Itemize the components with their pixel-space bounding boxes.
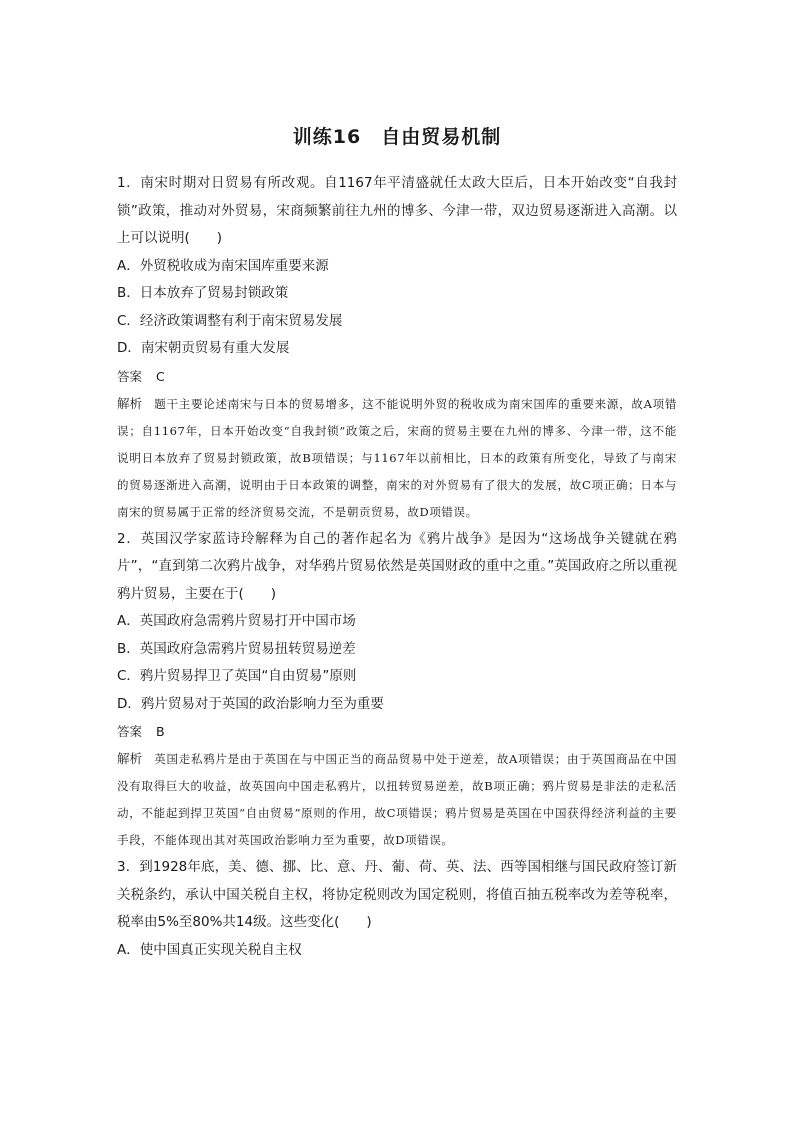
answer-label: 答案 <box>117 368 143 384</box>
question-list <box>117 170 677 964</box>
question-3 <box>117 854 677 964</box>
analysis-label: 解析 <box>117 751 143 766</box>
question-stem: 1．南宋时期对日贸易有所改观。自1167年平清盛就任太政大臣后，日本开始改变“自我封锁”政策，推动对外贸易，宋商频繁前往九州的博多、今津一带，双边贸易逐渐进入高潮。以上可以说明( ) <box>117 175 677 246</box>
question-stem: 3．到1928年底，美、德、挪、比、意、丹、葡、荷、英、法、西等国相继与国民政府签订新关税条约，承认中国关税自主权，将协定税则改为国定税则，将值百抽五税率改为差等税率，税率由5%至80%共14级。这些变化( ) <box>117 859 677 930</box>
option-d: D．南宋朝贡贸易有重大发展 <box>117 340 290 356</box>
analysis-paragraph <box>117 745 677 854</box>
analysis-text: 题干主要论述南宋与日本的贸易增多，这不能说明外贸的税收成为南宋国库的重要来源，故A项错误；自1167年，日本开始改变“自我封锁”政策之后，宋商的贸易主要在九州的博多、今津一带，这不能说明日本放弃了贸易封锁政策，故B项错误；与1167年以前相比，日本的政策有所变化，导致了与南宋的贸易逐渐进入高潮，说明由于日本政策的调整，南宋的对外贸易有了很大的发展，故C项正确；日本与南宋的贸易属于正常的经济贸易交流，不是朝贡贸易，故D项错误。 <box>117 396 677 519</box>
analysis-paragraph <box>117 390 677 526</box>
question-1 <box>117 170 677 526</box>
option-a: A．英国政府急需鸦片贸易打开中国市场 <box>117 613 356 629</box>
option-c: C．经济政策调整有利于南宋贸易发展 <box>117 312 343 329</box>
answer-value: B <box>156 724 165 739</box>
option-a: A．外贸税收成为南宋国库重要来源 <box>117 257 329 274</box>
answer-line <box>117 363 677 390</box>
answer-label: 答案 <box>117 724 143 739</box>
page-title: 训练16 自由贸易机制 <box>292 126 502 148</box>
option-c: C．鸦片贸易捍卫了英国“自由贸易”原则 <box>117 668 357 684</box>
option-a: A．使中国真正实现关税自主权 <box>117 941 302 958</box>
answer-value: C <box>156 368 165 384</box>
option-d: D．鸦片贸易对于英国的政治影响力至为重要 <box>117 695 384 712</box>
question-stem: 2．英国汉学家蓝诗玲解释为自己的著作起名为《鸦片战争》是因为“这场战争关键就在鸦片”，“直到第二次鸦片战争，对华鸦片贸易依然是英国财政的重中之重。”英国政府之所以重视鸦片贸易，主要在于( ) <box>117 530 677 602</box>
option-b: B．英国政府急需鸦片贸易扭转贸易逆差 <box>117 640 356 657</box>
analysis-text: 英国走私鸦片是由于英国在与中国正当的商品贸易中处于逆差，故A项错误；由于英国商品在中国没有取得巨大的收益，故英国向中国走私鸦片，以扭转贸易逆差，故B项正确；鸦片贸易是非法的走私活动，不能起到捍卫英国“自由贸易”原则的作用，故C项错误；鸦片贸易是英国在中国获得经济利益的主要手段，不能体现出其对英国政治影响力至为重要，故D项错误。 <box>117 752 677 847</box>
option-b: B．日本放弃了贸易封锁政策 <box>117 285 289 301</box>
question-2 <box>117 526 677 855</box>
analysis-label: 解析 <box>117 395 143 411</box>
answer-line <box>117 718 677 745</box>
